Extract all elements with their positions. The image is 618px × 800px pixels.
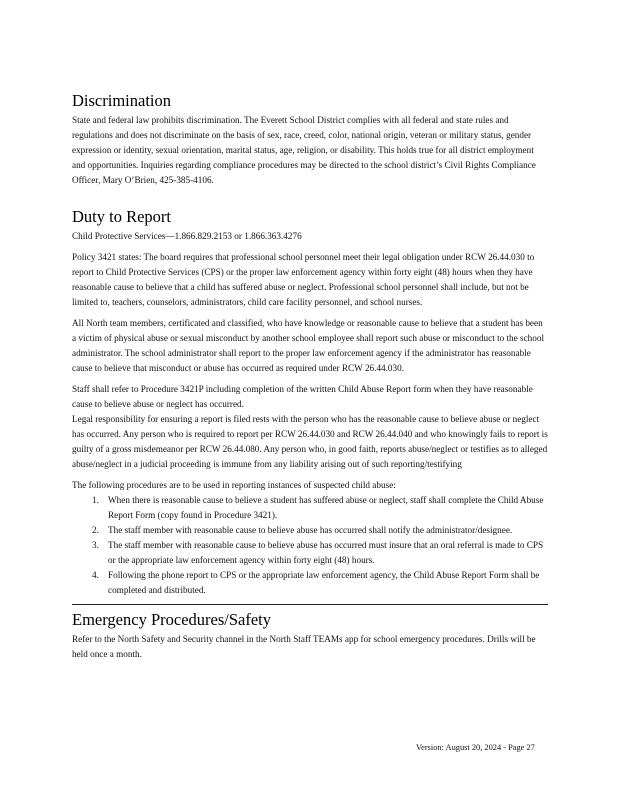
- page-footer: Version: August 20, 2024 - Page 27: [416, 743, 535, 752]
- duty-to-report-heading: Duty to Report: [72, 207, 171, 226]
- list-item: 1. When there is reasonable cause to believe a student has suffered abuse or neglect, staff shall complete the Child Abuse Report Form (copy found in Procedure 3421).: [92, 495, 544, 520]
- duty-paragraph-policy: Policy 3421 states: The board requires that professional school personnel meet their legal obligation under RCW 26.44.030 to report to Child Protective Services (CPS) or the proper law enforcement agency within forty eight (48) hours when they have reasonable cause to believe that a child has suffered abuse or neglect. Professional school personnel shall include, but not be limited to, teachers, counselors, administrators, child care facility personnel, and school nurses.: [72, 252, 535, 307]
- duty-paragraph-team-members: All North team members, certificated and classified, who have knowledge or reasonable cause to believe that a student has been a victim of physical abuse or sexual misconduct by another school employee shall report such abuse or misconduct to the school administrator. The school administrator shall report to the proper law enforcement agency if the administrator has reasonable cause to believe that misconduct or abuse has occurred as required under RCW 26.44.030.: [72, 318, 545, 373]
- reporting-steps-list: [72, 493, 548, 598]
- discrimination-body: State and federal law prohibits discrimination. The Everett School District complies with all federal and state rules and regulations and does not discriminate on the basis of sex, race, creed, color, national origin, veteran or military status, gender expression or identity, sexual orientation, marital status, age, religion, or disability. This holds true for all district employment and opportunities. Inquiries regarding compliance procedures may be directed to the school district’s Civil Rights Compliance Officer, Mary O’Brien, 425-385-4106.: [72, 115, 536, 185]
- duty-paragraph-legal: Legal responsibility for ensuring a report is filed rests with the person who has the reasonable cause to believe abuse or neglect has occurred. Any person who is required to report per RCW 26.44.030 and RCW 26.44.040 and who knowingly fails to report is guilty of a gross misdemeanor per RCW 26.44.080. Any person who, in good faith, reports abuse/neglect or testifies as to alleged abuse/neglect in a judicial proceeding is immune from any liability arising out of such reporting/testifying: [72, 414, 548, 469]
- emergency-body: Refer to the North Safety and Security channel in the North Staff TEAMs app for school emergency procedures. Drills will be held once a month.: [72, 634, 536, 659]
- section-duty-to-report: [72, 206, 548, 598]
- duty-paragraph-procedures-intro: The following procedures are to be used in reporting instances of suspected child abuse:: [72, 480, 396, 490]
- duty-paragraph-procedure: Staff shall refer to Procedure 3421P including completion of the written Child Abuse Report form when they have reasonable cause to believe abuse or neglect has occurred.: [72, 384, 533, 409]
- section-divider: [72, 604, 548, 605]
- list-item: 3. The staff member with reasonable cause to believe abuse has occurred must insure that an oral referral is made to CPS or the appropriate law enforcement agency within forty eight (48) hours.: [92, 540, 544, 565]
- emergency-heading: Emergency Procedures/Safety: [72, 610, 271, 629]
- section-emergency: [72, 609, 548, 662]
- section-discrimination: [72, 90, 548, 188]
- list-item: 2. The staff member with reasonable cause to believe abuse has occurred shall notify the administrator/designee.: [92, 525, 513, 535]
- cps-phone-line: Child Protective Services—1.866.829.2153 or 1.866.363.4276: [72, 231, 302, 241]
- discrimination-heading: Discrimination: [72, 91, 171, 110]
- list-item: 4. Following the phone report to CPS or the appropriate law enforcement agency, the Child Abuse Report Form shall be completed and distributed.: [92, 570, 540, 595]
- page-content: [72, 90, 548, 668]
